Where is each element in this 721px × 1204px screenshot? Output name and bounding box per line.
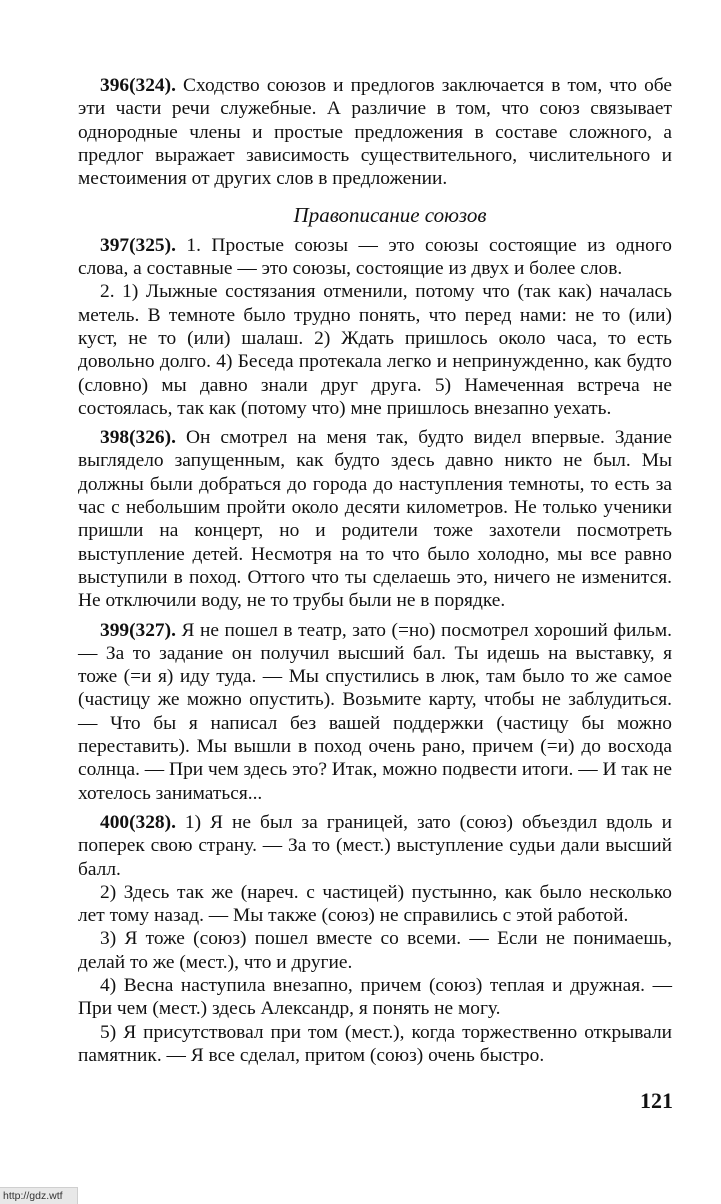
exercise-number: 396(324). xyxy=(100,75,176,96)
exercise-399 xyxy=(78,619,672,805)
exercise-400-part5 xyxy=(78,1021,672,1068)
section-heading: Правописание союзов xyxy=(293,203,487,228)
exercise-398 xyxy=(78,426,672,612)
exercise-396 xyxy=(78,74,672,190)
exercise-text: 4) Весна наступила внезапно, причем (союз) теплая и дружная. — При чем (мест.) здесь Александр, я понять не могу. xyxy=(78,974,672,1020)
exercise-text: Он смотрел на меня так, будто видел впервые. Здание выглядело запущенным, как будто здесь давно никто не был. Мы должны были добраться до города до наступления темноты, то есть за час с небольшим пройти около десяти километров. Не только ученики пришли на концерт, но и родители тоже захотели посмотреть выступление детей. Несмотря на то что было холодно, мы все равно выступили в поход. Оттого что ты сделаешь это, ничего не изменится. Не отключили воду, не то трубы были не в порядке. xyxy=(78,427,672,612)
exercise-text: 1) Я не был за границей, зато (союз) объездил вдоль и поперек свою страну. — За то (мест.) выступление судьи дали высший балл. xyxy=(78,811,672,880)
exercise-number: 398(326). xyxy=(100,427,176,449)
page-text xyxy=(78,74,672,1067)
exercise-number: 400(328). xyxy=(100,811,176,833)
exercise-400-part3 xyxy=(78,927,672,974)
exercise-text: 2) Здесь так же (нареч. с частицей) пустынно, как было несколько лет тому назад. — Мы также (союз) не справились с этой работой. xyxy=(78,881,672,927)
exercise-397-part2 xyxy=(78,280,672,420)
exercise-number: 397(325). xyxy=(100,234,176,256)
exercise-text: 5) Я присутствовал при том (мест.), когда торжественно открывали памятник. — Я все сделал, притом (союз) очень быстро. xyxy=(78,1021,672,1066)
exercise-400-part4 xyxy=(78,974,672,1021)
exercise-397 xyxy=(78,234,672,281)
exercise-text: 3) Я тоже (союз) пошел вместе со всеми. — Если не понимаешь, делай то же (мест.), что и другие. xyxy=(78,928,672,973)
exercise-text: 2. 1) Лыжные состязания отменили, потому что (так как) началась метель. В темноте было трудно понять, что перед нами: не то (или) куст, не то (или) шалаш. 2) Ждать пришлось около часа, то есть довольно долго. 4) Беседа протекала легко и непринужденно, как будто (словно) мы давно знали друг друга. 5) Намеченная встреча не состоялась, так как (потому что) мне пришлось внезапно уехать. xyxy=(78,281,672,419)
exercise-text: Сходство союзов и предлогов заключается в том, что обе эти части речи служебные. А различие в том, что союз связывает однородные члены и простые предложения в составе сложного, а предлог выражает зависимость существительного, числительного и местоимения от других слов в предложении. xyxy=(78,75,672,190)
exercise-400 xyxy=(78,811,672,881)
page-number: 121 xyxy=(640,1088,673,1113)
exercise-400-part2 xyxy=(78,881,672,928)
exercise-number: 399(327). xyxy=(100,619,176,641)
exercise-text: 1. Простые союзы — это союзы состоящие из одного слова, а составные — это союзы, состоящие из двух и более слов. xyxy=(78,234,672,280)
watermark-link[interactable]: http://gdz.wtf xyxy=(0,1187,78,1204)
exercise-text: Я не пошел в театр, зато (=но) посмотрел хороший фильм. — За то задание он получил высший бал. Ты идешь на выставку, я тоже (=и я) иду туда. — Мы спустились в люк, там было то же самое (частицу же можно опустить). Возьмите карту, чтобы не заблудиться. — Что бы я написал без вашей поддержки (частицу бы можно переставить). Мы вышли в поход очень рано, причем (=и) до восхода солнца. — При чем здесь это? Итак, можно подвести итоги. — И так не хотелось заниматься... xyxy=(78,619,672,804)
